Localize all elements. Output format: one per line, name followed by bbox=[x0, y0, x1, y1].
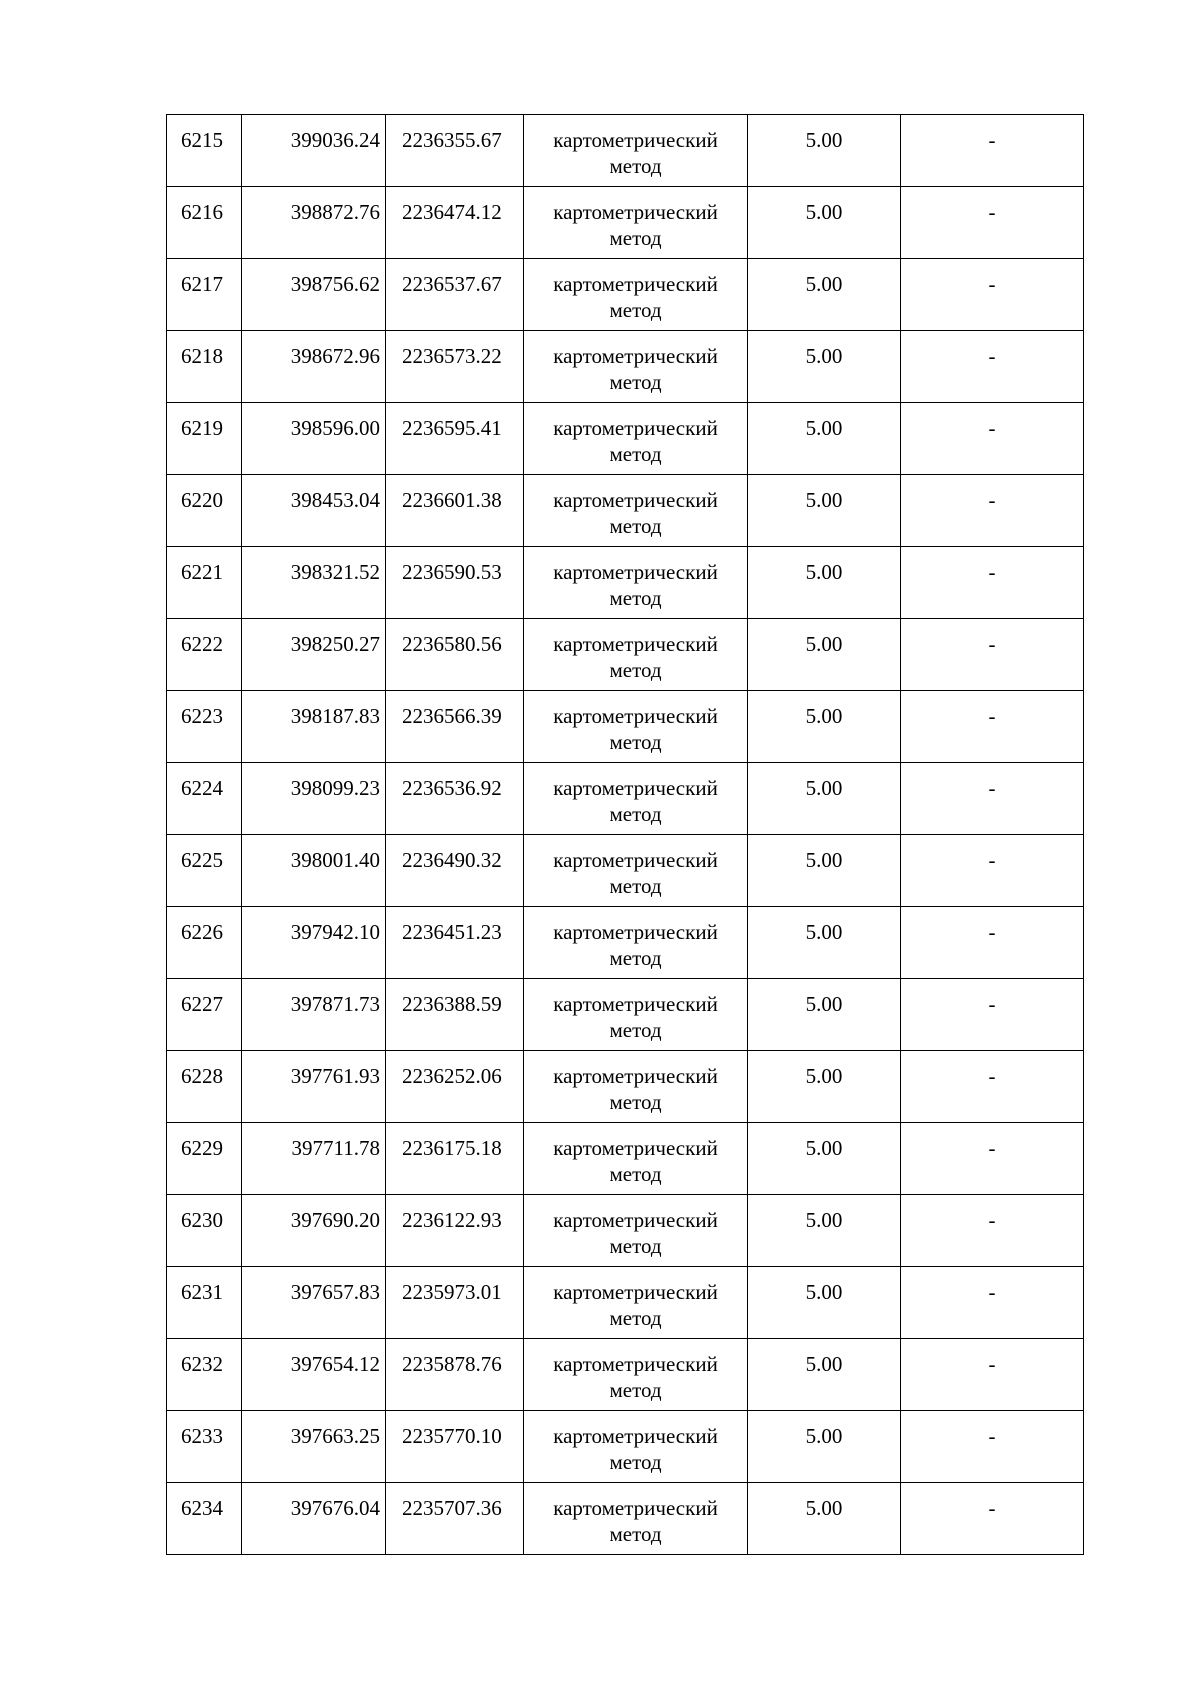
y-coordinate-cell: 2235707.36 bbox=[386, 1483, 524, 1555]
x-coordinate-cell: 398756.62 bbox=[242, 259, 386, 331]
table-row bbox=[167, 907, 1084, 979]
x-coordinate-cell: 398596.00 bbox=[242, 403, 386, 475]
point-number-cell: 6222 bbox=[167, 619, 242, 691]
point-number-cell: 6234 bbox=[167, 1483, 242, 1555]
x-coordinate-cell: 398672.96 bbox=[242, 331, 386, 403]
table-row bbox=[167, 1123, 1084, 1195]
accuracy-cell: 5.00 bbox=[748, 115, 901, 187]
accuracy-cell: 5.00 bbox=[748, 1483, 901, 1555]
x-coordinate-cell: 398453.04 bbox=[242, 475, 386, 547]
table-row bbox=[167, 619, 1084, 691]
description-cell: - bbox=[901, 691, 1084, 763]
y-coordinate-cell: 2236451.23 bbox=[386, 907, 524, 979]
accuracy-cell: 5.00 bbox=[748, 1123, 901, 1195]
y-coordinate-cell: 2236536.92 bbox=[386, 763, 524, 835]
table-row bbox=[167, 547, 1084, 619]
method-cell: картометрический метод bbox=[524, 187, 748, 259]
y-coordinate-cell: 2236580.56 bbox=[386, 619, 524, 691]
table-row bbox=[167, 691, 1084, 763]
method-cell: картометрический метод bbox=[524, 115, 748, 187]
accuracy-cell: 5.00 bbox=[748, 403, 901, 475]
point-number-cell: 6225 bbox=[167, 835, 242, 907]
y-coordinate-cell: 2236388.59 bbox=[386, 979, 524, 1051]
description-cell: - bbox=[901, 475, 1084, 547]
accuracy-cell: 5.00 bbox=[748, 187, 901, 259]
description-cell: - bbox=[901, 907, 1084, 979]
x-coordinate-cell: 398250.27 bbox=[242, 619, 386, 691]
table-row bbox=[167, 115, 1084, 187]
accuracy-cell: 5.00 bbox=[748, 1267, 901, 1339]
method-cell: картометрический метод bbox=[524, 403, 748, 475]
description-cell: - bbox=[901, 1123, 1084, 1195]
point-number-cell: 6221 bbox=[167, 547, 242, 619]
description-cell: - bbox=[901, 547, 1084, 619]
accuracy-cell: 5.00 bbox=[748, 835, 901, 907]
x-coordinate-cell: 398099.23 bbox=[242, 763, 386, 835]
x-coordinate-cell: 397761.93 bbox=[242, 1051, 386, 1123]
y-coordinate-cell: 2236122.93 bbox=[386, 1195, 524, 1267]
table-row bbox=[167, 763, 1084, 835]
accuracy-cell: 5.00 bbox=[748, 691, 901, 763]
y-coordinate-cell: 2236252.06 bbox=[386, 1051, 524, 1123]
point-number-cell: 6220 bbox=[167, 475, 242, 547]
description-cell: - bbox=[901, 259, 1084, 331]
description-cell: - bbox=[901, 1267, 1084, 1339]
description-cell: - bbox=[901, 763, 1084, 835]
x-coordinate-cell: 397871.73 bbox=[242, 979, 386, 1051]
table-row bbox=[167, 331, 1084, 403]
point-number-cell: 6218 bbox=[167, 331, 242, 403]
y-coordinate-cell: 2236566.39 bbox=[386, 691, 524, 763]
method-cell: картометрический метод bbox=[524, 835, 748, 907]
point-number-cell: 6227 bbox=[167, 979, 242, 1051]
x-coordinate-cell: 397690.20 bbox=[242, 1195, 386, 1267]
description-cell: - bbox=[901, 331, 1084, 403]
x-coordinate-cell: 398001.40 bbox=[242, 835, 386, 907]
x-coordinate-cell: 397657.83 bbox=[242, 1267, 386, 1339]
y-coordinate-cell: 2236490.32 bbox=[386, 835, 524, 907]
point-number-cell: 6219 bbox=[167, 403, 242, 475]
accuracy-cell: 5.00 bbox=[748, 1195, 901, 1267]
description-cell: - bbox=[901, 1051, 1084, 1123]
method-cell: картометрический метод bbox=[524, 907, 748, 979]
method-cell: картометрический метод bbox=[524, 475, 748, 547]
point-number-cell: 6230 bbox=[167, 1195, 242, 1267]
table-row bbox=[167, 403, 1084, 475]
table-row bbox=[167, 475, 1084, 547]
description-cell: - bbox=[901, 1195, 1084, 1267]
point-number-cell: 6216 bbox=[167, 187, 242, 259]
accuracy-cell: 5.00 bbox=[748, 763, 901, 835]
point-number-cell: 6231 bbox=[167, 1267, 242, 1339]
point-number-cell: 6232 bbox=[167, 1339, 242, 1411]
method-cell: картометрический метод bbox=[524, 259, 748, 331]
y-coordinate-cell: 2236537.67 bbox=[386, 259, 524, 331]
x-coordinate-cell: 399036.24 bbox=[242, 115, 386, 187]
table-row bbox=[167, 259, 1084, 331]
table-row bbox=[167, 1411, 1084, 1483]
method-cell: картометрический метод bbox=[524, 1051, 748, 1123]
y-coordinate-cell: 2236355.67 bbox=[386, 115, 524, 187]
accuracy-cell: 5.00 bbox=[748, 1411, 901, 1483]
coordinates-table bbox=[166, 114, 1084, 1555]
table-row bbox=[167, 187, 1084, 259]
point-number-cell: 6223 bbox=[167, 691, 242, 763]
point-number-cell: 6226 bbox=[167, 907, 242, 979]
y-coordinate-cell: 2236573.22 bbox=[386, 331, 524, 403]
description-cell: - bbox=[901, 187, 1084, 259]
x-coordinate-cell: 397942.10 bbox=[242, 907, 386, 979]
accuracy-cell: 5.00 bbox=[748, 547, 901, 619]
method-cell: картометрический метод bbox=[524, 1267, 748, 1339]
point-number-cell: 6224 bbox=[167, 763, 242, 835]
method-cell: картометрический метод bbox=[524, 331, 748, 403]
description-cell: - bbox=[901, 619, 1084, 691]
y-coordinate-cell: 2235973.01 bbox=[386, 1267, 524, 1339]
point-number-cell: 6228 bbox=[167, 1051, 242, 1123]
method-cell: картометрический метод bbox=[524, 1339, 748, 1411]
method-cell: картометрический метод bbox=[524, 1483, 748, 1555]
description-cell: - bbox=[901, 1339, 1084, 1411]
table-row bbox=[167, 1339, 1084, 1411]
table-row bbox=[167, 1051, 1084, 1123]
table-row bbox=[167, 835, 1084, 907]
x-coordinate-cell: 397654.12 bbox=[242, 1339, 386, 1411]
accuracy-cell: 5.00 bbox=[748, 1051, 901, 1123]
x-coordinate-cell: 398872.76 bbox=[242, 187, 386, 259]
x-coordinate-cell: 397663.25 bbox=[242, 1411, 386, 1483]
accuracy-cell: 5.00 bbox=[748, 259, 901, 331]
accuracy-cell: 5.00 bbox=[748, 475, 901, 547]
x-coordinate-cell: 397711.78 bbox=[242, 1123, 386, 1195]
description-cell: - bbox=[901, 403, 1084, 475]
y-coordinate-cell: 2235878.76 bbox=[386, 1339, 524, 1411]
accuracy-cell: 5.00 bbox=[748, 331, 901, 403]
y-coordinate-cell: 2236601.38 bbox=[386, 475, 524, 547]
method-cell: картометрический метод bbox=[524, 1195, 748, 1267]
method-cell: картометрический метод bbox=[524, 547, 748, 619]
point-number-cell: 6217 bbox=[167, 259, 242, 331]
point-number-cell: 6215 bbox=[167, 115, 242, 187]
method-cell: картометрический метод bbox=[524, 979, 748, 1051]
point-number-cell: 6233 bbox=[167, 1411, 242, 1483]
x-coordinate-cell: 398321.52 bbox=[242, 547, 386, 619]
x-coordinate-cell: 397676.04 bbox=[242, 1483, 386, 1555]
description-cell: - bbox=[901, 115, 1084, 187]
accuracy-cell: 5.00 bbox=[748, 907, 901, 979]
description-cell: - bbox=[901, 1411, 1084, 1483]
y-coordinate-cell: 2236474.12 bbox=[386, 187, 524, 259]
table-row bbox=[167, 1483, 1084, 1555]
y-coordinate-cell: 2236590.53 bbox=[386, 547, 524, 619]
accuracy-cell: 5.00 bbox=[748, 979, 901, 1051]
coordinates-table-body bbox=[167, 115, 1084, 1555]
table-row bbox=[167, 1267, 1084, 1339]
description-cell: - bbox=[901, 979, 1084, 1051]
method-cell: картометрический метод bbox=[524, 619, 748, 691]
description-cell: - bbox=[901, 835, 1084, 907]
table-row bbox=[167, 979, 1084, 1051]
accuracy-cell: 5.00 bbox=[748, 1339, 901, 1411]
accuracy-cell: 5.00 bbox=[748, 619, 901, 691]
method-cell: картометрический метод bbox=[524, 1123, 748, 1195]
point-number-cell: 6229 bbox=[167, 1123, 242, 1195]
y-coordinate-cell: 2235770.10 bbox=[386, 1411, 524, 1483]
x-coordinate-cell: 398187.83 bbox=[242, 691, 386, 763]
description-cell: - bbox=[901, 1483, 1084, 1555]
method-cell: картометрический метод bbox=[524, 1411, 748, 1483]
y-coordinate-cell: 2236595.41 bbox=[386, 403, 524, 475]
y-coordinate-cell: 2236175.18 bbox=[386, 1123, 524, 1195]
method-cell: картометрический метод bbox=[524, 691, 748, 763]
method-cell: картометрический метод bbox=[524, 763, 748, 835]
table-row bbox=[167, 1195, 1084, 1267]
